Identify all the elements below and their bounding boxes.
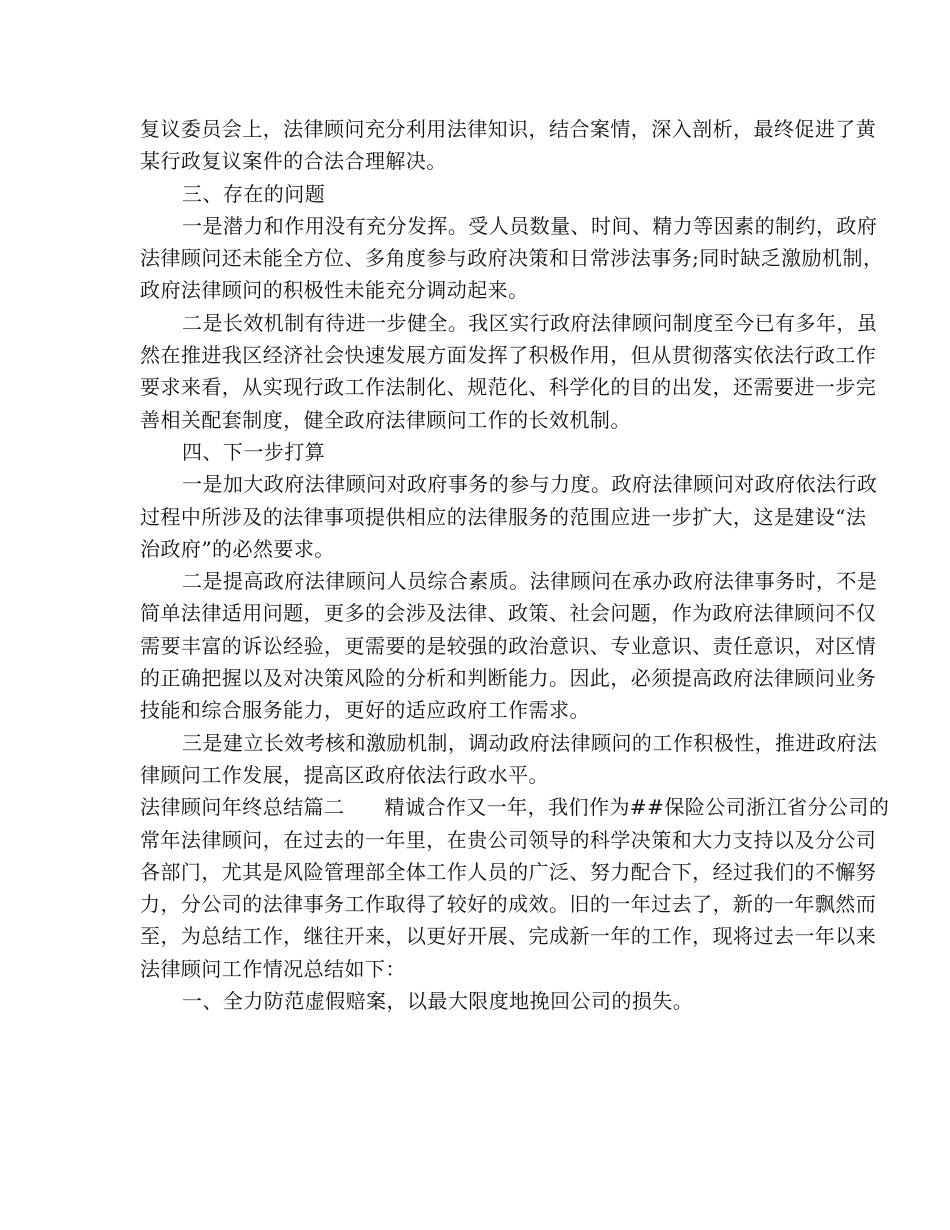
text-line: 各部门，尤其是风险管理部全体工作人员的广泛、努力配合下，经过我们的不懈努 [140, 859, 877, 884]
text-line: 复议委员会上，法律顾问充分利用法律知识，结合案情，深入剖析，最终促进了黄 [140, 117, 877, 141]
text-line: 要求来看，从实现行政工作法制化、规范化、科学化的目的出发，还需要进一步完 [140, 375, 877, 400]
section-heading-problems: 三、存在的问题 [182, 181, 326, 206]
text-line: 常年法律顾问，在过去的一年里，在贵公司领导的科学决策和大力支持以及分公司 [140, 827, 877, 852]
text-line: 至，为总结工作，继往开来，以更好开展、完成新一年的工作，现将过去一年以来 [140, 924, 877, 949]
text-line: 法律顾问还未能全方位、多角度参与政府决策和日常涉法事务;同时缺乏激励机制， [140, 246, 884, 271]
part-two-opening-text: 精诚合作又一年，我们作为##保险公司浙江省分公司的 [384, 795, 890, 820]
paragraph-plan-two [140, 565, 878, 726]
text-line: 然在推进我区经济社会快速发展方面发挥了积极作用，但从贯彻落实依法行政工作 [140, 343, 877, 368]
part-two-first-line [140, 791, 890, 823]
text-line: 善相关配套制度，健全政府法律顾问工作的长效机制。 [140, 407, 631, 432]
text-line: 简单法律适用问题，更多的会涉及法律、政策、社会问题，作为政府法律顾问不仅 [140, 601, 877, 626]
paragraph-problem-one [140, 210, 884, 307]
text-line: 力，分公司的法律事务工作取得了较好的成效。旧的一年过去了，新的一年飘然而 [140, 892, 877, 917]
section-heading-next-steps: 四、下一步打算 [182, 439, 326, 464]
section-heading-fraud-prevention: 一、全力防范虚假赔案，以最大限度地挽回公司的损失。 [182, 989, 694, 1014]
paragraph-plan-one [140, 468, 878, 565]
text-line: 法律顾问工作情况总结如下： [140, 956, 406, 981]
text-line: 过程中所涉及的法律事项提供相应的法律服务的范围应进一步扩大，这是建设“法 [140, 504, 867, 529]
text-line: 技能和综合服务能力，更好的适应政府工作需求。 [140, 698, 590, 723]
text-line: 需要丰富的诉讼经验，更需要的是较强的政治意识、专业意识、责任意识，对区情 [140, 633, 877, 658]
paragraph-continuation [140, 113, 877, 178]
text-line: 一是加大政府法律顾问对政府事务的参与力度。政府法律顾问对政府依法行政 [182, 472, 878, 497]
text-line: 的正确把握以及对决策风险的分析和判断能力。因此，必须提高政府法律顾问业务 [140, 666, 877, 691]
text-line: 二是长效机制有待进一步健全。我区实行政府法律顾问制度至今已有多年，虽 [182, 310, 878, 335]
text-line: 律顾问工作发展，提高区政府依法行政水平。 [140, 762, 549, 787]
text-line: 三是建立长效考核和激励机制，调动政府法律顾问的工作积极性，推进政府法 [182, 730, 878, 755]
paragraph-plan-three [140, 727, 878, 792]
text-line: 政府法律顾问的积极性未能充分调动起来。 [140, 278, 529, 303]
part-two-section [140, 791, 890, 1017]
part-two-title: 法律顾问年终总结篇二 [140, 795, 345, 820]
text-line: 二是提高政府法律顾问人员综合素质。法律顾问在承办政府法律事务时，不是 [182, 569, 878, 594]
paragraph-problem-two [140, 307, 878, 436]
text-line: 一是潜力和作用没有充分发挥。受人员数量、时间、精力等因素的制约，政府 [182, 213, 878, 238]
text-line: 治政府”的必然要求。 [140, 536, 335, 561]
text-line: 某行政复议案件的合法合理解决。 [140, 149, 447, 174]
